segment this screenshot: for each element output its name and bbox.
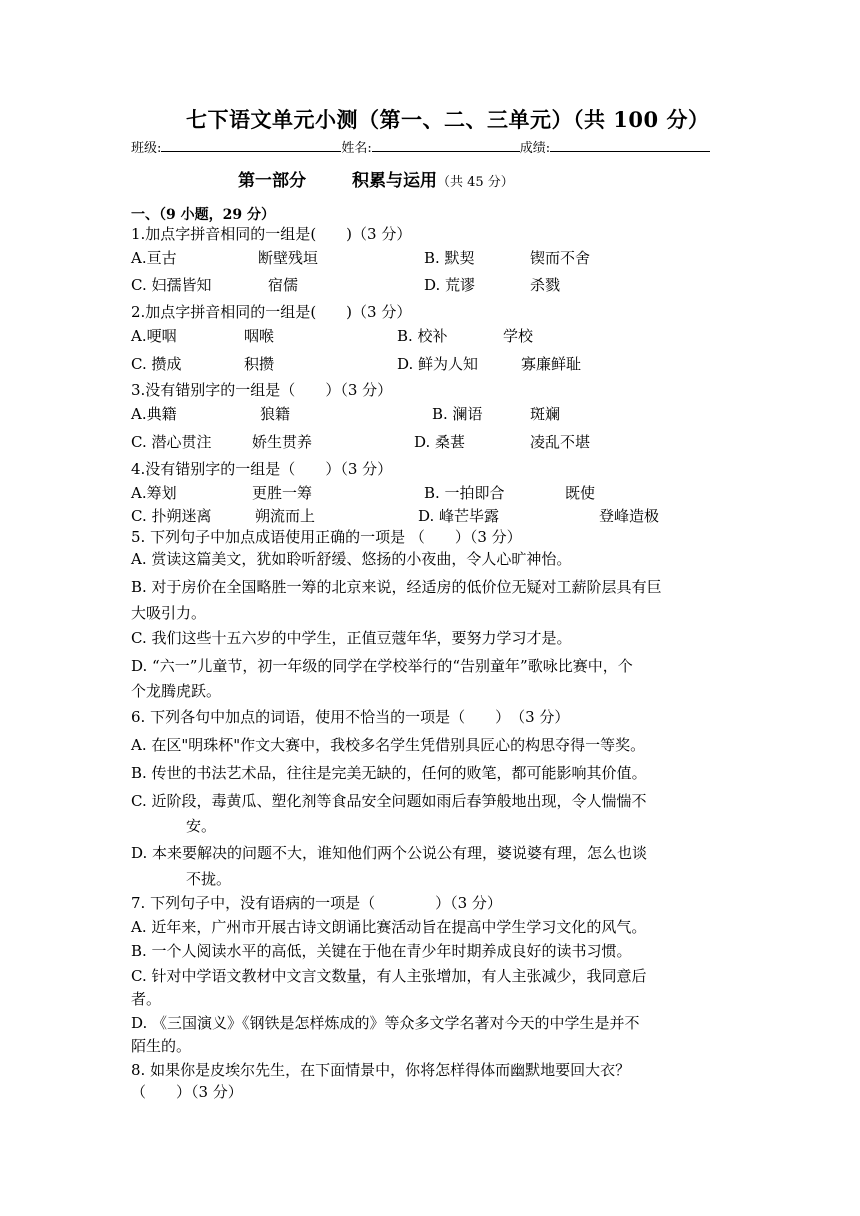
q4-option-b: B. 一拍即合	[424, 484, 505, 502]
student-info-line	[131, 136, 710, 159]
name-label: 姓名:	[341, 141, 372, 156]
q4-option-a-word: 更胜一筹	[252, 484, 313, 502]
q1-option-a-word: 断壁残垣	[258, 249, 319, 267]
q3-option-b-word: 斑斓	[530, 405, 561, 423]
q3-option-c: C. 潜心贯注	[131, 433, 212, 451]
q5-option-d-line1: D. “六一”儿童节，初一年级的同学在学校举行的“告别童年”歌咏比赛中，个	[131, 657, 633, 675]
question-2-stem: 2.加点字拼音相同的一组是( )（3 分）	[131, 303, 412, 321]
q4-option-a: A.筹划	[131, 484, 177, 502]
q5-option-d-line2: 个龙腾虎跃。	[131, 682, 222, 700]
score-blank[interactable]	[550, 136, 710, 152]
q6-option-b: B. 传世的书法艺术品，往往是完美无缺的，任何的败笔，都可能影响其价值。	[131, 764, 647, 782]
q3-option-c-word: 娇生贯养	[252, 433, 313, 451]
q4-option-c: C. 扑朔迷离	[131, 507, 212, 525]
section-points: （共 45 分）	[437, 175, 514, 190]
score-label: 成绩:	[519, 141, 551, 156]
q7-option-d-line1: D. 《三国演义》《钢铁是怎样炼成的》等众多文学名著对今天的中学生是并不	[131, 1014, 640, 1032]
q7-option-c-line2: 者。	[131, 990, 162, 1008]
q3-option-d-word: 凌乱不堪	[530, 433, 591, 451]
q4-option-d: D. 峰芒毕露	[418, 507, 500, 525]
question-4-stem: 4.没有错别字的一组是（ ）（3 分）	[131, 460, 393, 478]
q1-option-d-word: 杀戮	[530, 276, 561, 294]
q1-option-b: B. 默契	[424, 249, 475, 267]
q2-option-c-word: 积攒	[244, 355, 275, 373]
question-3-stem: 3.没有错别字的一组是（ ）（3 分）	[131, 381, 393, 399]
q2-option-d-word: 寡廉鲜耻	[521, 355, 582, 373]
q3-option-a-word: 狼籍	[260, 405, 291, 423]
page-title: 七下语文单元小测（第一、二、三单元）（共 100 分）	[186, 107, 710, 132]
q6-option-c-line1: C. 近阶段，毒黄瓜、塑化剂等食品安全问题如雨后春笋般地出现，令人惴惴不	[131, 792, 647, 810]
q1-option-c-word: 宿儒	[268, 276, 299, 294]
q2-option-c: C. 攒成	[131, 355, 182, 373]
question-1-stem: 1.加点字拼音相同的一组是( )（3 分）	[131, 225, 412, 243]
question-6-stem: 6. 下列各句中加点的词语，使用不恰当的一项是（ ） （3 分）	[131, 708, 570, 726]
q1-option-d: D. 荒谬	[424, 276, 476, 294]
section-part-title: 第一部分	[238, 171, 306, 191]
part-heading: 一、（9 小题，29 分）	[131, 207, 275, 223]
q3-option-a: A.典籍	[131, 405, 177, 423]
q6-option-d-line1: D. 本来要解决的问题不大，谁知他们两个公说公有理，婆说婆有理，怎么也谈	[131, 844, 648, 862]
q6-option-a: A. 在区"明珠杯"作文大赛中，我校多名学生凭借别具匠心的构思夺得一等奖。	[131, 736, 646, 754]
class-blank[interactable]	[161, 136, 341, 152]
question-8-stem: 8. 如果你是皮埃尔先生，在下面情景中，你将怎样得体而幽默地要回大衣？	[131, 1061, 631, 1079]
class-label: 班级:	[131, 141, 162, 156]
q3-option-b: B. 澜语	[432, 405, 483, 423]
q2-option-a: A.哽咽	[131, 327, 177, 345]
q7-option-a: A. 近年来，广州市开展古诗文朗诵比赛活动旨在提高中学生学习文化的风气。	[131, 918, 647, 936]
q2-option-b: B. 校补	[397, 327, 448, 345]
section-name: 积累与运用	[352, 171, 437, 191]
q4-option-b-word: 既使	[565, 484, 596, 502]
q5-option-a: A. 赏读这篇美文，犹如聆听舒缓、悠扬的小夜曲，令人心旷神怡。	[131, 550, 572, 568]
q1-option-b-word: 锲而不舍	[530, 249, 591, 267]
q6-option-d-line2: 不拢。	[186, 870, 232, 888]
q7-option-c-line1: C. 针对中学语文教材中文言文数量，有人主张增加，有人主张减少，我同意后	[131, 967, 647, 985]
question-5-stem: 5. 下列句子中加点成语使用正确的一项是 （ ）（3 分）	[131, 528, 522, 546]
q1-option-c: C. 妇孺皆知	[131, 276, 212, 294]
q3-option-d: D. 桑葚	[414, 433, 466, 451]
q2-option-b-word: 学校	[503, 327, 534, 345]
section-heading	[238, 166, 514, 191]
q2-option-a-word: 咽喉	[244, 327, 275, 345]
q6-option-c-line2: 安。	[186, 817, 217, 835]
q2-option-d: D. 鲜为人知	[397, 355, 479, 373]
q7-option-b: B. 一个人阅读水平的高低，关键在于他在青少年时期养成良好的读书习惯。	[131, 942, 632, 960]
q5-option-b-line1: B. 对于房价在全国略胜一筹的北京来说，经适房的低价位无疑对工薪阶层具有巨	[131, 578, 662, 596]
name-blank[interactable]	[372, 136, 520, 152]
question-7-stem: 7. 下列句子中，没有语病的一项是（ ）（3 分）	[131, 894, 502, 912]
q4-option-c-word: 朔流而上	[255, 507, 316, 525]
q1-option-a: A.亘古	[131, 249, 177, 267]
q5-option-b-line2: 大吸引力。	[131, 604, 207, 622]
q4-option-d-word: 登峰造极	[599, 507, 660, 525]
q8-answer-blank: （ ）（3 分）	[131, 1083, 243, 1101]
q5-option-c: C. 我们这些十五六岁的中学生，正值豆蔻年华，要努力学习才是。	[131, 629, 572, 647]
q7-option-d-line2: 陌生的。	[131, 1037, 192, 1055]
